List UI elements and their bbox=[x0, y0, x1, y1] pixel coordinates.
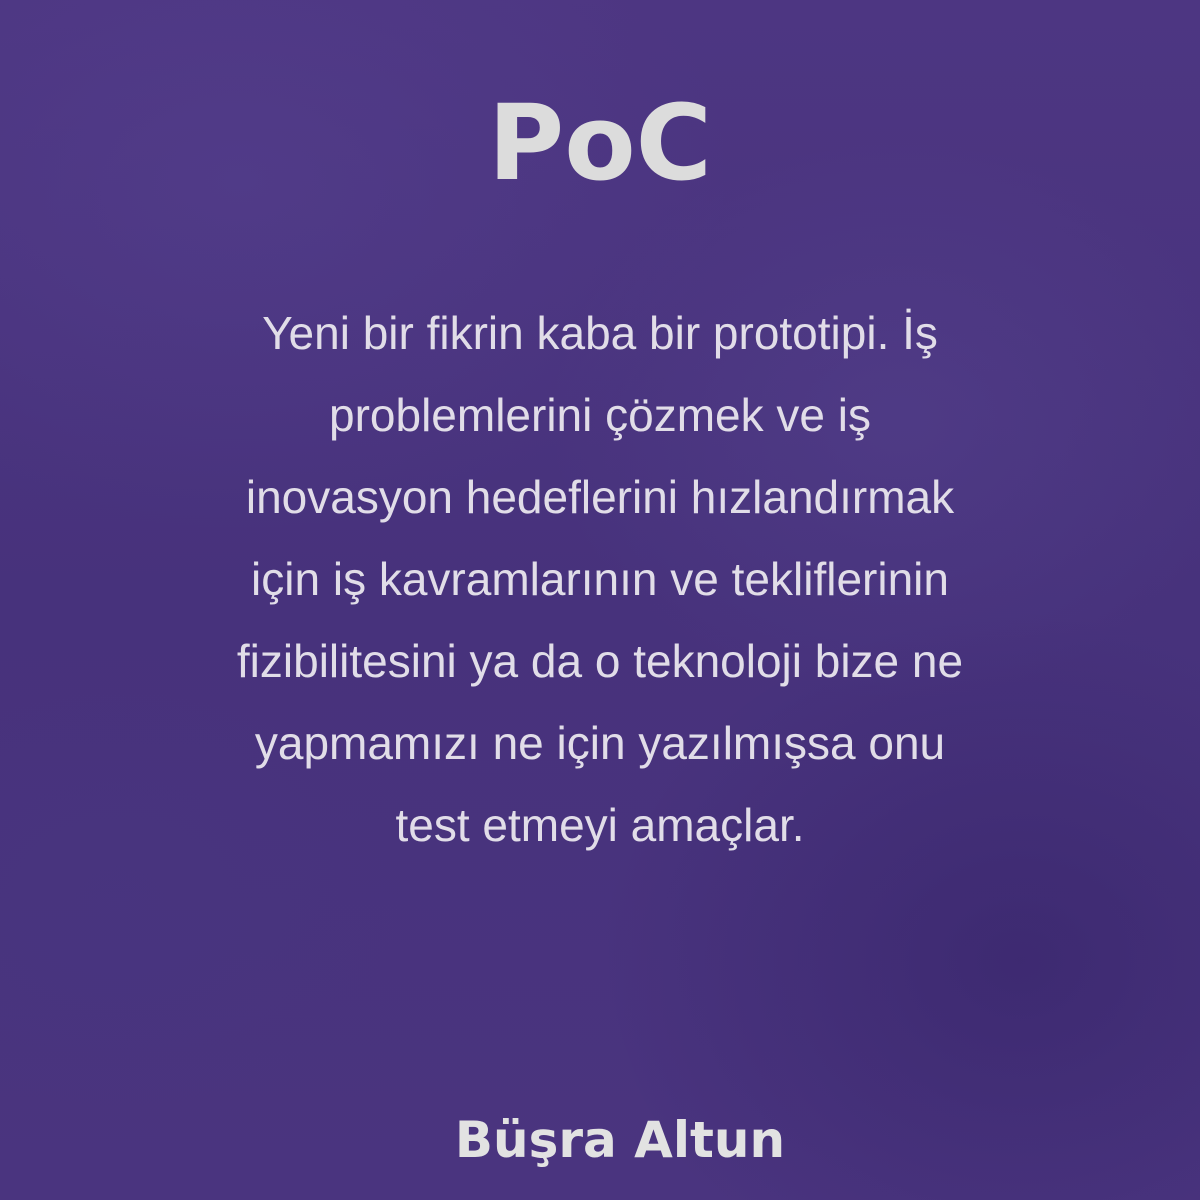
description-line: için iş kavramlarının ve tekliflerinin bbox=[251, 553, 949, 605]
description-line: problemlerini çözmek ve iş bbox=[329, 389, 871, 441]
author-name: Büşra Altun bbox=[454, 1111, 786, 1169]
description-line: yapmamızı ne için yazılmışsa onu bbox=[254, 717, 946, 769]
description-line: Yeni bir fikrin kaba bir prototipi. İş bbox=[262, 307, 938, 359]
description-line: inovasyon hedeflerini hızlandırmak bbox=[245, 471, 955, 523]
description-line: fizibilitesini ya da o teknoloji bize ne bbox=[236, 635, 964, 687]
page-title: PoC bbox=[488, 82, 712, 204]
description-line: test etmeyi amaçlar. bbox=[395, 799, 805, 851]
description-text bbox=[90, 292, 1110, 866]
